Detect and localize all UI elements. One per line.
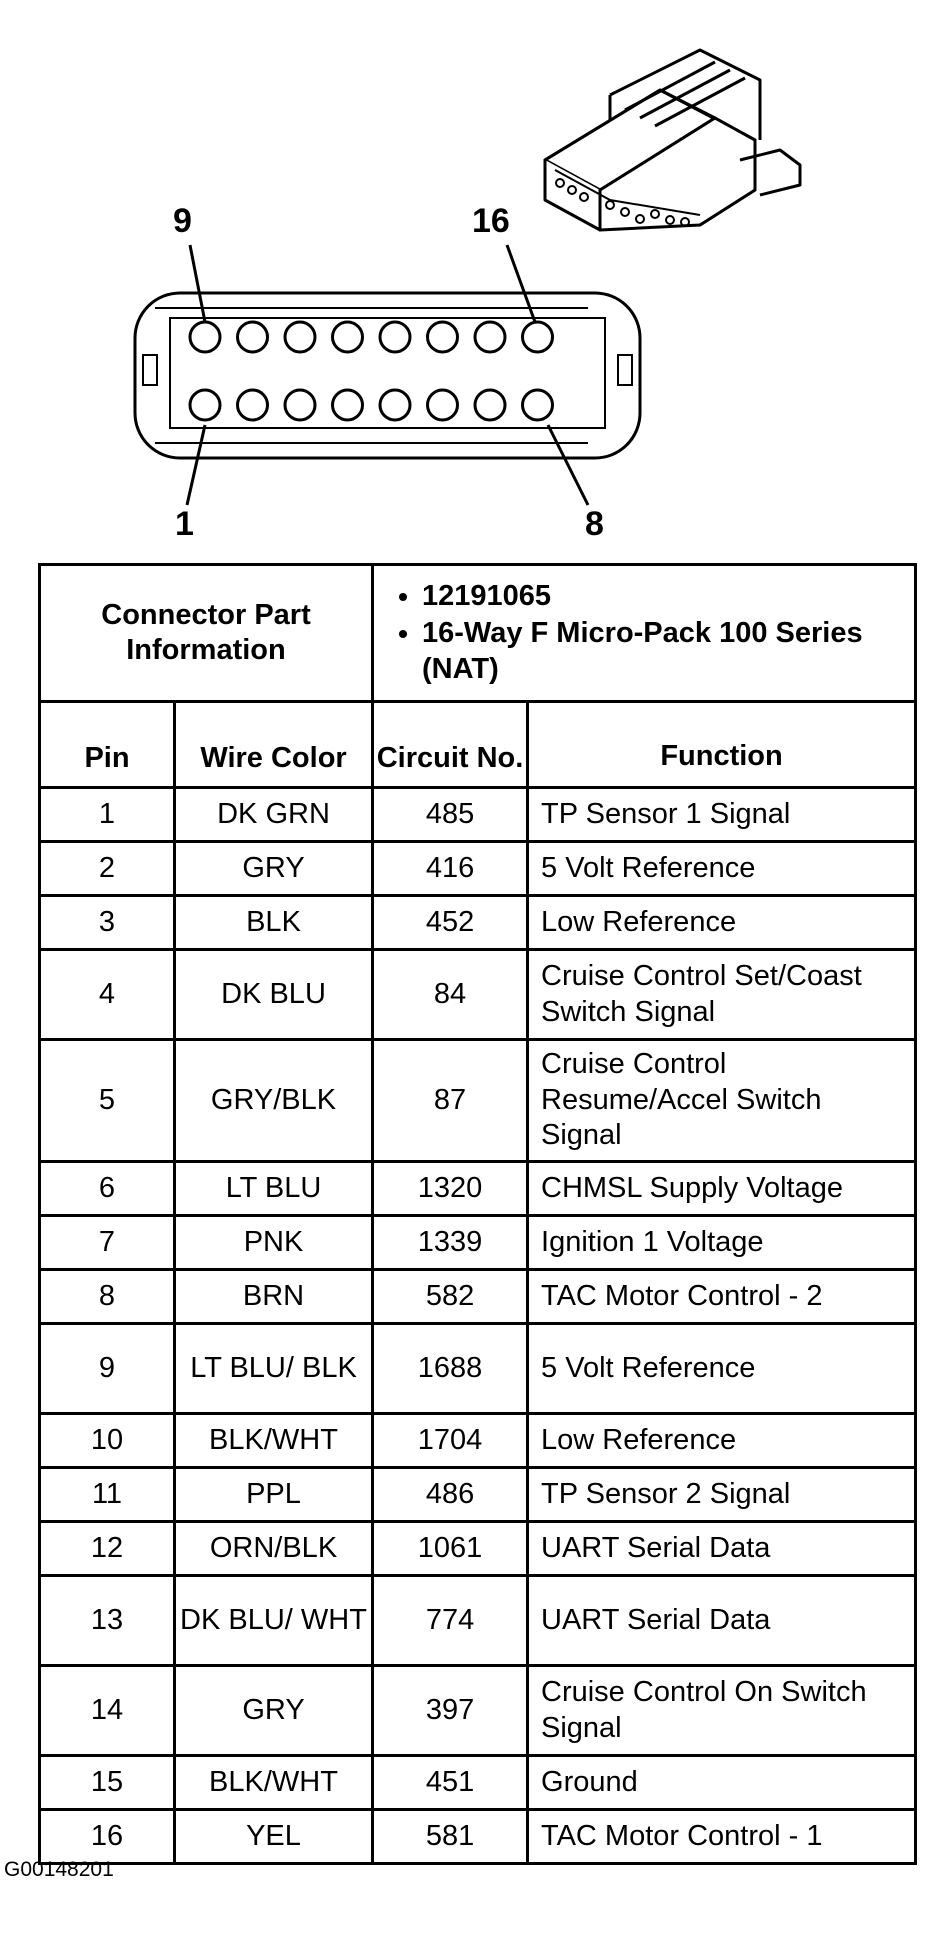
pinout-table [38, 563, 917, 1865]
wire-color-cell: DK BLU/ WHT [175, 1576, 373, 1666]
circuit-cell: 452 [373, 896, 528, 950]
pin-cell: 16 [40, 1810, 175, 1864]
pin-hole [380, 390, 410, 420]
function-cell: Low Reference [528, 1414, 916, 1468]
pinout-rows [40, 788, 916, 1864]
circuit-cell: 582 [373, 1270, 528, 1324]
connector-diagram [0, 0, 950, 560]
pin-hole [475, 390, 505, 420]
connector-face [135, 293, 640, 458]
circuit-cell: 84 [373, 950, 528, 1040]
header-wire-color: Wire Color [175, 702, 373, 788]
circuit-cell: 774 [373, 1576, 528, 1666]
pin-hole [238, 322, 268, 352]
connector-info-row [40, 565, 916, 702]
table-row [40, 1324, 916, 1414]
table-row [40, 1522, 916, 1576]
pin-hole [523, 322, 553, 352]
connector-info-label: Connector Part Information [40, 565, 373, 702]
function-cell: TP Sensor 1 Signal [528, 788, 916, 842]
pin-hole [238, 390, 268, 420]
pin-hole [190, 322, 220, 352]
pin-cell: 2 [40, 842, 175, 896]
circuit-cell: 485 [373, 788, 528, 842]
table-row [40, 1040, 916, 1162]
table-row [40, 1468, 916, 1522]
pin-cell: 15 [40, 1756, 175, 1810]
wire-color-cell: BLK [175, 896, 373, 950]
circuit-cell: 1061 [373, 1522, 528, 1576]
wire-color-cell: YEL [175, 1810, 373, 1864]
function-cell: TAC Motor Control - 2 [528, 1270, 916, 1324]
circuit-cell: 1339 [373, 1216, 528, 1270]
circuit-cell: 416 [373, 842, 528, 896]
pin-label-8: 8 [585, 505, 604, 543]
connector-part-number: • 12191065 [422, 579, 914, 614]
pin-hole [285, 390, 315, 420]
wire-color-cell: BRN [175, 1270, 373, 1324]
pin-hole [523, 390, 553, 420]
pin-hole [380, 322, 410, 352]
header-function: Function [528, 702, 916, 788]
wire-color-cell: BLK/WHT [175, 1414, 373, 1468]
pin-cell: 10 [40, 1414, 175, 1468]
pin-cell: 3 [40, 896, 175, 950]
circuit-cell: 1320 [373, 1162, 528, 1216]
wire-color-cell: GRY [175, 1666, 373, 1756]
circuit-cell: 486 [373, 1468, 528, 1522]
pin-hole [333, 390, 363, 420]
circuit-cell: 1688 [373, 1324, 528, 1414]
table-row [40, 1756, 916, 1810]
pin-cell: 7 [40, 1216, 175, 1270]
function-cell: Low Reference [528, 896, 916, 950]
pin-cell: 4 [40, 950, 175, 1040]
function-cell: 5 Volt Reference [528, 842, 916, 896]
wire-color-cell: LT BLU [175, 1162, 373, 1216]
pin-hole [190, 390, 220, 420]
pin-hole [428, 322, 458, 352]
table-row [40, 1810, 916, 1864]
pin-label-16: 16 [472, 202, 510, 240]
table-row [40, 1666, 916, 1756]
function-cell: Cruise Control Set/Coast Switch Signal [528, 950, 916, 1040]
table-row [40, 896, 916, 950]
pin-cell: 1 [40, 788, 175, 842]
connector-info-list [373, 565, 916, 702]
wire-color-cell: BLK/WHT [175, 1756, 373, 1810]
pin-cell: 11 [40, 1468, 175, 1522]
pin-hole [285, 322, 315, 352]
function-cell: Cruise Control Resume/Accel Switch Signal [528, 1040, 916, 1162]
function-cell: 5 Volt Reference [528, 1324, 916, 1414]
table-row [40, 1576, 916, 1666]
header-row [40, 702, 916, 788]
pin-cell: 8 [40, 1270, 175, 1324]
table-row [40, 1216, 916, 1270]
pin-label-1: 1 [175, 505, 194, 543]
connector-description: • 16-Way F Micro-Pack 100 Series (NAT) [422, 616, 914, 687]
table-row [40, 1162, 916, 1216]
pin-cell: 5 [40, 1040, 175, 1162]
figure-id: G00148201 [4, 1858, 114, 1881]
pin-cell: 12 [40, 1522, 175, 1576]
function-cell: TAC Motor Control - 1 [528, 1810, 916, 1864]
pin-cell: 13 [40, 1576, 175, 1666]
table-row [40, 1270, 916, 1324]
pin-cell: 9 [40, 1324, 175, 1414]
header-circuit-no: Circuit No. [373, 702, 528, 788]
wire-color-cell: PNK [175, 1216, 373, 1270]
circuit-cell: 581 [373, 1810, 528, 1864]
circuit-cell: 397 [373, 1666, 528, 1756]
function-cell: CHMSL Supply Voltage [528, 1162, 916, 1216]
wire-color-cell: LT BLU/ BLK [175, 1324, 373, 1414]
pin-cell: 14 [40, 1666, 175, 1756]
function-cell: TP Sensor 2 Signal [528, 1468, 916, 1522]
pin-hole [475, 322, 505, 352]
function-cell: UART Serial Data [528, 1522, 916, 1576]
circuit-cell: 1704 [373, 1414, 528, 1468]
table-row [40, 1414, 916, 1468]
circuit-cell: 87 [373, 1040, 528, 1162]
wire-color-cell: ORN/BLK [175, 1522, 373, 1576]
pin-cell: 6 [40, 1162, 175, 1216]
function-cell: Ground [528, 1756, 916, 1810]
wire-color-cell: PPL [175, 1468, 373, 1522]
table-row [40, 950, 916, 1040]
wire-color-cell: DK GRN [175, 788, 373, 842]
pin-hole [428, 390, 458, 420]
function-cell: UART Serial Data [528, 1576, 916, 1666]
circuit-cell: 451 [373, 1756, 528, 1810]
pin-label-9: 9 [173, 202, 192, 240]
table-row [40, 842, 916, 896]
function-cell: Cruise Control On Switch Signal [528, 1666, 916, 1756]
pin-hole [333, 322, 363, 352]
wire-color-cell: GRY/BLK [175, 1040, 373, 1162]
table-row [40, 788, 916, 842]
connector-3d-illustration [545, 50, 800, 230]
header-pin: Pin [40, 702, 175, 788]
function-cell: Ignition 1 Voltage [528, 1216, 916, 1270]
wire-color-cell: GRY [175, 842, 373, 896]
wire-color-cell: DK BLU [175, 950, 373, 1040]
